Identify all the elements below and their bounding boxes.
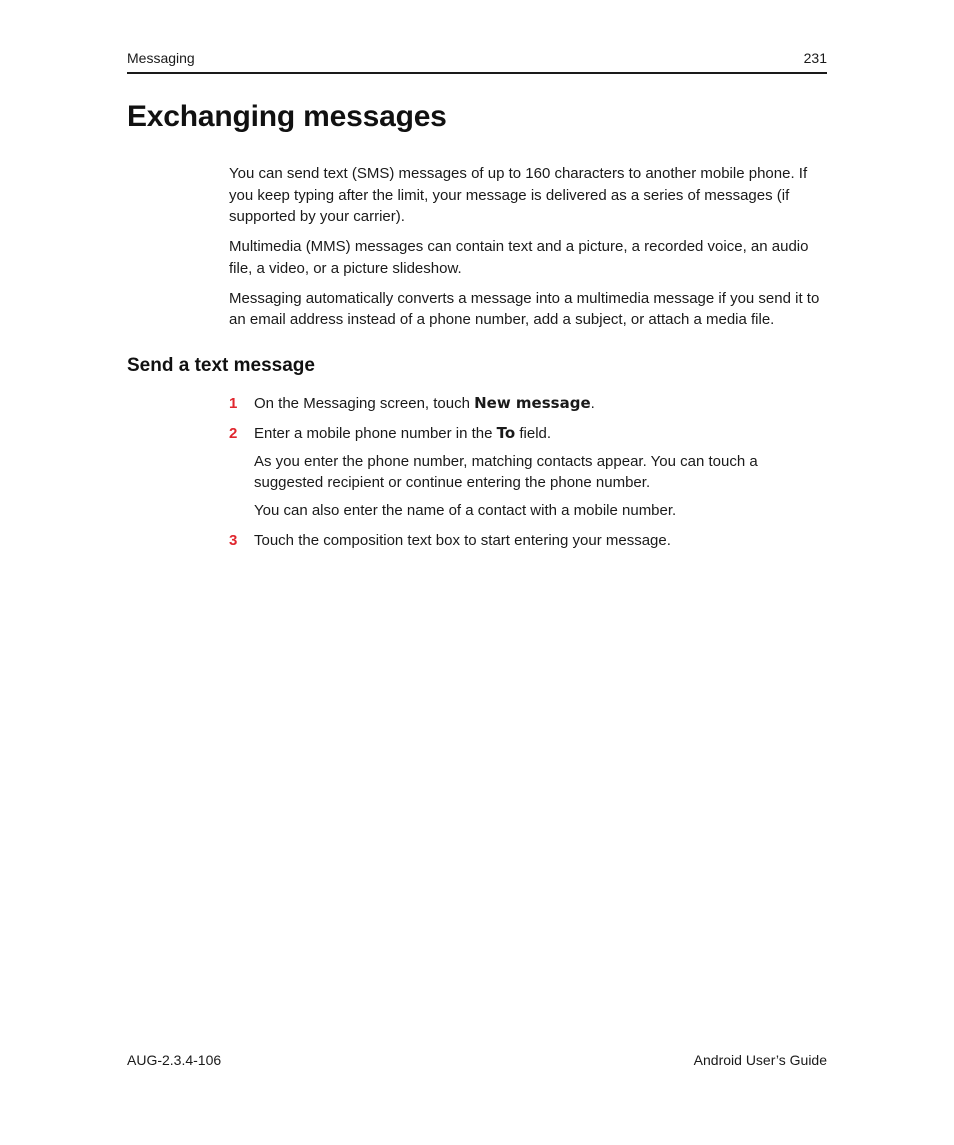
step-text-before: On the Messaging screen, touch	[254, 395, 475, 412]
footer-doc-id: AUG-2.3.4-106	[127, 1052, 222, 1068]
page-title: Exchanging messages	[127, 100, 447, 133]
intro-text	[229, 163, 833, 339]
intro-paragraph-mms: Multimedia (MMS) messages can contain text and a picture, a recorded voice, an audio file, a video, or a picture slideshow.	[229, 238, 809, 277]
step-text: Touch the composition text box to start entering your message.	[254, 532, 671, 549]
step-note-matching-contacts: As you enter the phone number, matching contacts appear. You can touch a suggested recipient or continue entering the phone number.	[254, 453, 758, 491]
ui-term-to: To	[496, 424, 516, 442]
step-text-before: Enter a mobile phone number in the	[254, 425, 497, 442]
step-1	[229, 393, 829, 414]
step-note-contact-name: You can also enter the name of a contact with a mobile number.	[254, 502, 677, 519]
header-page-number: 231	[803, 50, 827, 66]
step-text-after: field.	[515, 425, 552, 442]
steps-list	[229, 393, 829, 551]
intro-paragraph-conversion: Messaging automatically converts a message into a multimedia message if you send it to an email address instead of a phone number, add a subject, or attach a media file.	[229, 289, 820, 328]
step-text-after: .	[590, 395, 595, 412]
step-3	[229, 530, 829, 551]
section-heading: Send a text message	[127, 355, 315, 376]
intro-paragraph-sms: You can send text (SMS) messages of up to 160 characters to another mobile phone. If you keep typing after the limit, your message is delivered as a series of messages (if supported by your carrier).	[229, 165, 808, 225]
step-number: 2	[229, 425, 238, 442]
step-number: 1	[229, 395, 238, 412]
running-header	[127, 48, 827, 74]
step-2	[229, 423, 829, 521]
step-text	[254, 393, 829, 414]
step-text	[254, 423, 829, 444]
step-number: 3	[229, 532, 238, 549]
footer-doc-name: Android User’s Guide	[693, 1052, 827, 1068]
ui-term-new-message: New message	[474, 394, 591, 412]
header-section-name: Messaging	[127, 50, 195, 66]
